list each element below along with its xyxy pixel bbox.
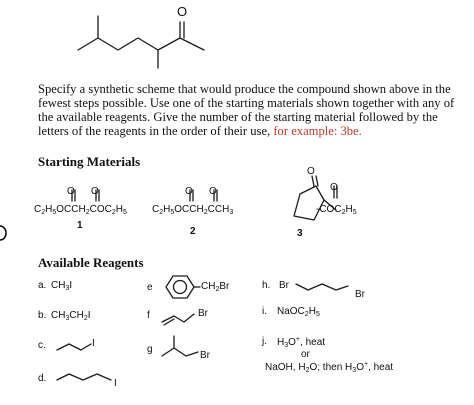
reagent-j-acid-heat: $H_3O^+$, heat [277, 336, 326, 349]
reagent-j-base-then-acid: NaOH, $H_2O$; then $H_3O^+$, heat [265, 361, 394, 374]
reagent-c-structure [55, 338, 115, 358]
reagent-h-bromine-2: Br [355, 289, 365, 300]
sm3-ester-group: $-COC_2H_5$ [316, 204, 357, 216]
starting-material-3-structure [280, 164, 400, 234]
reagent-g-bromine: Br [200, 350, 210, 361]
reagent-g-letter: g [147, 344, 153, 355]
reagents-heading: Available Reagents [38, 255, 144, 270]
target-molecule-structure [0, 0, 474, 80]
reagent-f-bromine: Br [198, 308, 208, 319]
sm2-o1: O [185, 186, 193, 197]
question-example-text: for example: 3be. [273, 124, 362, 138]
sm1-formula: $C_2H_5OCCH_2COC_2H_5$ [34, 204, 127, 216]
reagent-b-letter: b. [38, 310, 47, 321]
sm1-number: 1 [77, 220, 83, 231]
reagent-j-or: or [301, 349, 310, 360]
reagent-h-letter: h. [262, 280, 271, 291]
reagent-f-structure [160, 308, 220, 328]
target-carbonyl-oxygen: O [177, 4, 188, 19]
reagent-f-letter: f [147, 310, 150, 321]
starting-materials-heading: Starting Materials [38, 154, 141, 169]
reagent-c-letter: c. [38, 340, 46, 351]
question-text [38, 82, 470, 138]
sm1-o1: O [67, 186, 75, 197]
sm1-o2: O [91, 186, 99, 197]
reagent-j-letter: j. [262, 336, 267, 347]
reagent-c-iodine: I [92, 338, 95, 349]
sm2-number: 2 [190, 226, 196, 237]
reagent-i-formula: $NaOC_2H_5$ [277, 306, 320, 318]
reagent-i-letter: i. [262, 306, 267, 317]
reagent-a-letter: a. [38, 280, 47, 291]
reagent-h-bromine-1: Br [279, 280, 289, 291]
edge-marker [0, 226, 10, 242]
reagent-b-formula: $CH_3CH_2I$ [51, 310, 91, 322]
question-main-text: Specify a synthetic scheme that would produce the compound shown above in the fewest steps possible. Use one of the starting materials shown together with any of the available reagents. Give the number of the starting material followed by the letters of the reagents in the order of their use, [38, 82, 455, 138]
reagent-e-letter: e [147, 282, 153, 293]
reagent-e-formula: $CH_2Br$ [201, 281, 230, 293]
sm2-o2: O [209, 186, 217, 197]
sm3-ester-oxygen: O [330, 182, 338, 193]
reagent-d-letter: d. [38, 373, 47, 384]
reagent-d-structure [55, 366, 135, 390]
reagent-d-iodine: I [114, 378, 117, 389]
sm3-ketone-oxygen: O [307, 166, 315, 177]
reagent-a-formula: $CH_3I$ [51, 280, 73, 292]
sm3-number: 3 [297, 228, 303, 239]
sm2-formula: $C_2H_5OCCH_2CCH_3$ [152, 204, 234, 216]
